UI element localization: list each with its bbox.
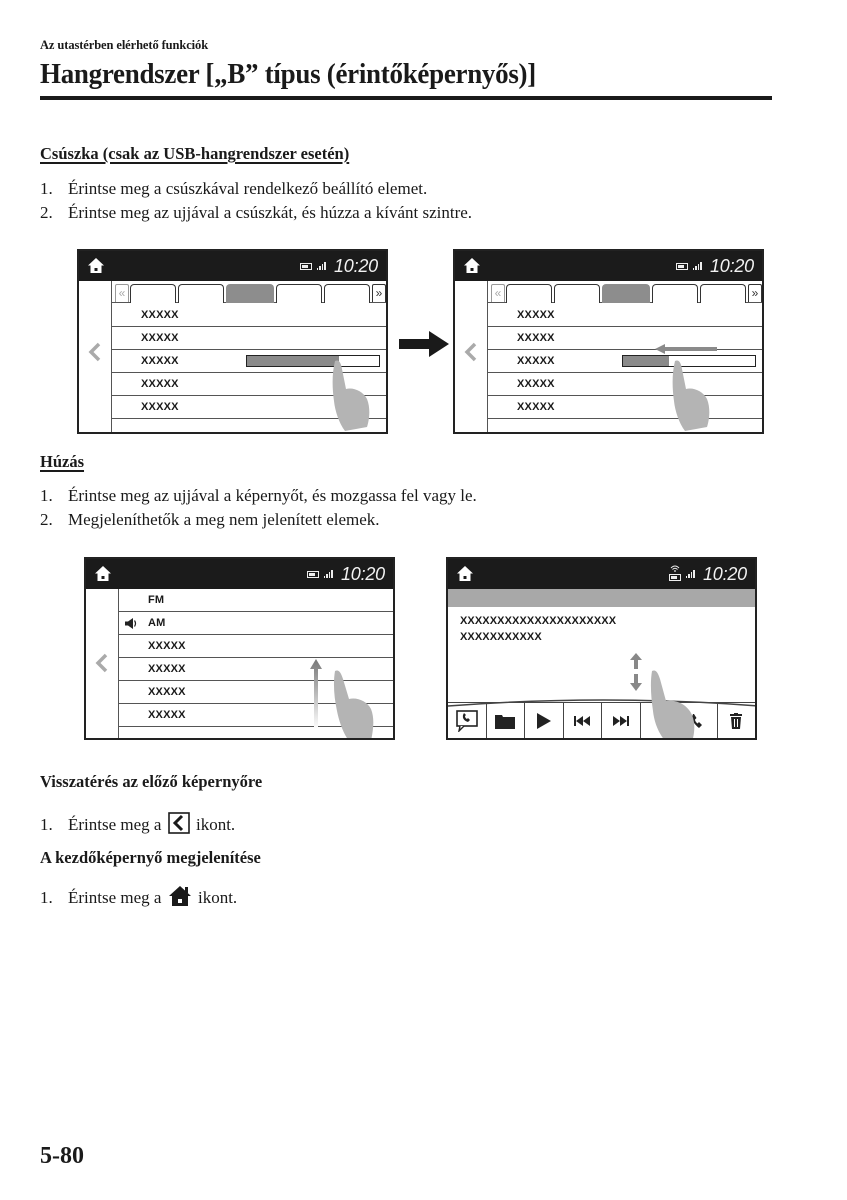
breadcrumb: Az utastérben elérhető funkciók (40, 38, 209, 52)
clock: 10:20 (333, 255, 378, 276)
wifi-battery-icon (669, 565, 681, 583)
previous-track-icon (574, 716, 590, 726)
list-item[interactable]: XXXXX (112, 327, 386, 350)
section-heading-drag: Húzás (40, 452, 85, 471)
left-rail (455, 281, 488, 432)
right-arrow-icon (399, 331, 449, 357)
drag-left-arrow-icon (655, 344, 717, 354)
folder-button[interactable] (487, 703, 526, 738)
folder-icon (495, 713, 515, 729)
page-title: Hangrendszer [„B” típus (érintőképernyős)] (40, 58, 536, 90)
home-icon[interactable] (456, 565, 474, 583)
play-icon (537, 713, 551, 729)
list-item[interactable]: XXXXX (488, 327, 762, 350)
next-track-icon (613, 716, 629, 726)
list-item[interactable]: XXXXX (119, 658, 393, 681)
finger-pointer-icon (667, 359, 713, 431)
signal-icon (324, 570, 333, 578)
back-chevron-icon[interactable] (464, 342, 478, 362)
list-item[interactable]: XXXXX (112, 396, 386, 419)
step-number: 1. (40, 888, 53, 907)
scroll-up-arrow-icon (310, 659, 322, 729)
tab-scroll-right-icon[interactable]: » (748, 284, 762, 302)
screen-slider-after (453, 249, 764, 434)
list-item[interactable]: XXXXX (112, 304, 386, 327)
message-line-1: XXXXXXXXXXXXXXXXXXXXX (460, 615, 617, 627)
tab-5[interactable] (324, 284, 370, 303)
home-icon[interactable] (87, 257, 105, 275)
list-item[interactable]: XXXXX (488, 396, 762, 419)
tab-strip (112, 281, 386, 303)
status-bar (86, 559, 393, 589)
section-heading-slider: Csúszka (csak az USB-hangrendszer esetén) (40, 144, 350, 163)
tab-scroll-left-icon[interactable]: « (491, 284, 505, 302)
finger-pointer-icon (327, 359, 373, 431)
list-item[interactable]: XXXXX (488, 373, 762, 396)
tab-strip (488, 281, 762, 303)
status-bar (455, 251, 762, 281)
battery-icon (676, 263, 688, 270)
list-item[interactable]: XXXXX (112, 373, 386, 396)
back-chevron-icon[interactable] (95, 653, 109, 673)
left-rail (79, 281, 112, 432)
screen-message-scroll (446, 557, 757, 740)
status-bar (79, 251, 386, 281)
media-toolbar (448, 702, 755, 738)
tab-1[interactable] (130, 284, 176, 303)
list-item[interactable]: XXXXX (119, 635, 393, 658)
next-track-button[interactable] (602, 703, 641, 738)
page-number: 5-80 (40, 1143, 84, 1169)
list-item-with-slider[interactable]: XXXXX (112, 350, 386, 373)
status-bar (448, 559, 755, 589)
signal-icon (686, 570, 695, 578)
left-rail (86, 589, 119, 738)
tab-3-active[interactable] (602, 284, 650, 303)
step-number: 1. (40, 486, 53, 505)
play-button[interactable] (525, 703, 564, 738)
slider-fill (247, 356, 339, 366)
step-number: 2. (40, 510, 53, 529)
screen-slider-before (77, 249, 388, 434)
back-chevron-icon[interactable] (88, 342, 102, 362)
tab-1[interactable] (506, 284, 552, 303)
home-icon[interactable] (463, 257, 481, 275)
section-heading-home: A kezdőképernyő megjelenítése (40, 848, 261, 867)
drag-step-2 (40, 509, 380, 531)
list-item[interactable]: XXXXX (119, 704, 393, 727)
signal-icon (317, 262, 326, 270)
finger-pointer-icon (648, 669, 700, 740)
tab-2[interactable] (178, 284, 224, 303)
clock: 10:20 (702, 563, 747, 584)
step-text: Érintse meg az ujjával a csúszkát, és húzza a kívánt szintre. (68, 203, 473, 222)
trash-icon (730, 713, 742, 729)
clock: 10:20 (709, 255, 754, 276)
tab-3-active[interactable] (226, 284, 274, 303)
scroll-up-down-arrow-icon (630, 653, 642, 691)
delete-button[interactable] (718, 703, 756, 738)
battery-icon (307, 571, 319, 578)
tab-scroll-right-icon[interactable]: » (372, 284, 386, 302)
step-number: 2. (40, 203, 53, 222)
tab-2[interactable] (554, 284, 600, 303)
message-header-band (448, 589, 755, 607)
tab-scroll-left-icon[interactable]: « (115, 284, 129, 302)
step-text: Érintse meg a csúszkával rendelkező beállító elemet. (68, 179, 428, 198)
tab-5[interactable] (700, 284, 746, 303)
step-text: Megjeleníthetők a meg nem jelenített elemek. (68, 510, 380, 529)
list-item-am-playing[interactable]: AM (119, 612, 393, 635)
message-line-2: XXXXXXXXXXX (460, 631, 542, 643)
slider-step-2 (40, 202, 472, 224)
call-message-icon (456, 710, 478, 732)
speaker-icon (125, 618, 137, 629)
signal-icon (693, 262, 702, 270)
finger-pointer-icon (331, 669, 377, 740)
home-step-1: 1. Érintse meg a ikont. (40, 885, 237, 909)
step-number: 1. (40, 179, 53, 198)
slider-fill (623, 356, 669, 366)
drag-step-1 (40, 485, 477, 507)
call-message-button[interactable] (448, 703, 487, 738)
previous-track-button[interactable] (564, 703, 603, 738)
tab-4[interactable] (652, 284, 698, 303)
clock: 10:20 (340, 563, 385, 584)
screen-list-scroll (84, 557, 395, 740)
section-heading-back: Visszatérés az előző képernyőre (40, 772, 263, 791)
list-item[interactable]: XXXXX (488, 304, 762, 327)
step-number: 1. (40, 815, 53, 834)
slider-step-1 (40, 178, 427, 200)
home-icon (168, 885, 192, 907)
list-item-with-slider[interactable]: XXXXX (488, 350, 762, 373)
list-item[interactable]: XXXXX (119, 681, 393, 704)
title-divider (40, 96, 772, 100)
battery-icon (300, 263, 312, 270)
step-text: Érintse meg az ujjával a képernyőt, és mozgassa fel vagy le. (68, 486, 477, 505)
back-step-1: 1. Érintse meg a ikont. (40, 812, 235, 836)
back-chevron-icon (168, 812, 190, 834)
tab-4[interactable] (276, 284, 322, 303)
home-icon[interactable] (94, 565, 112, 583)
list-item-fm[interactable]: FM (119, 589, 393, 612)
